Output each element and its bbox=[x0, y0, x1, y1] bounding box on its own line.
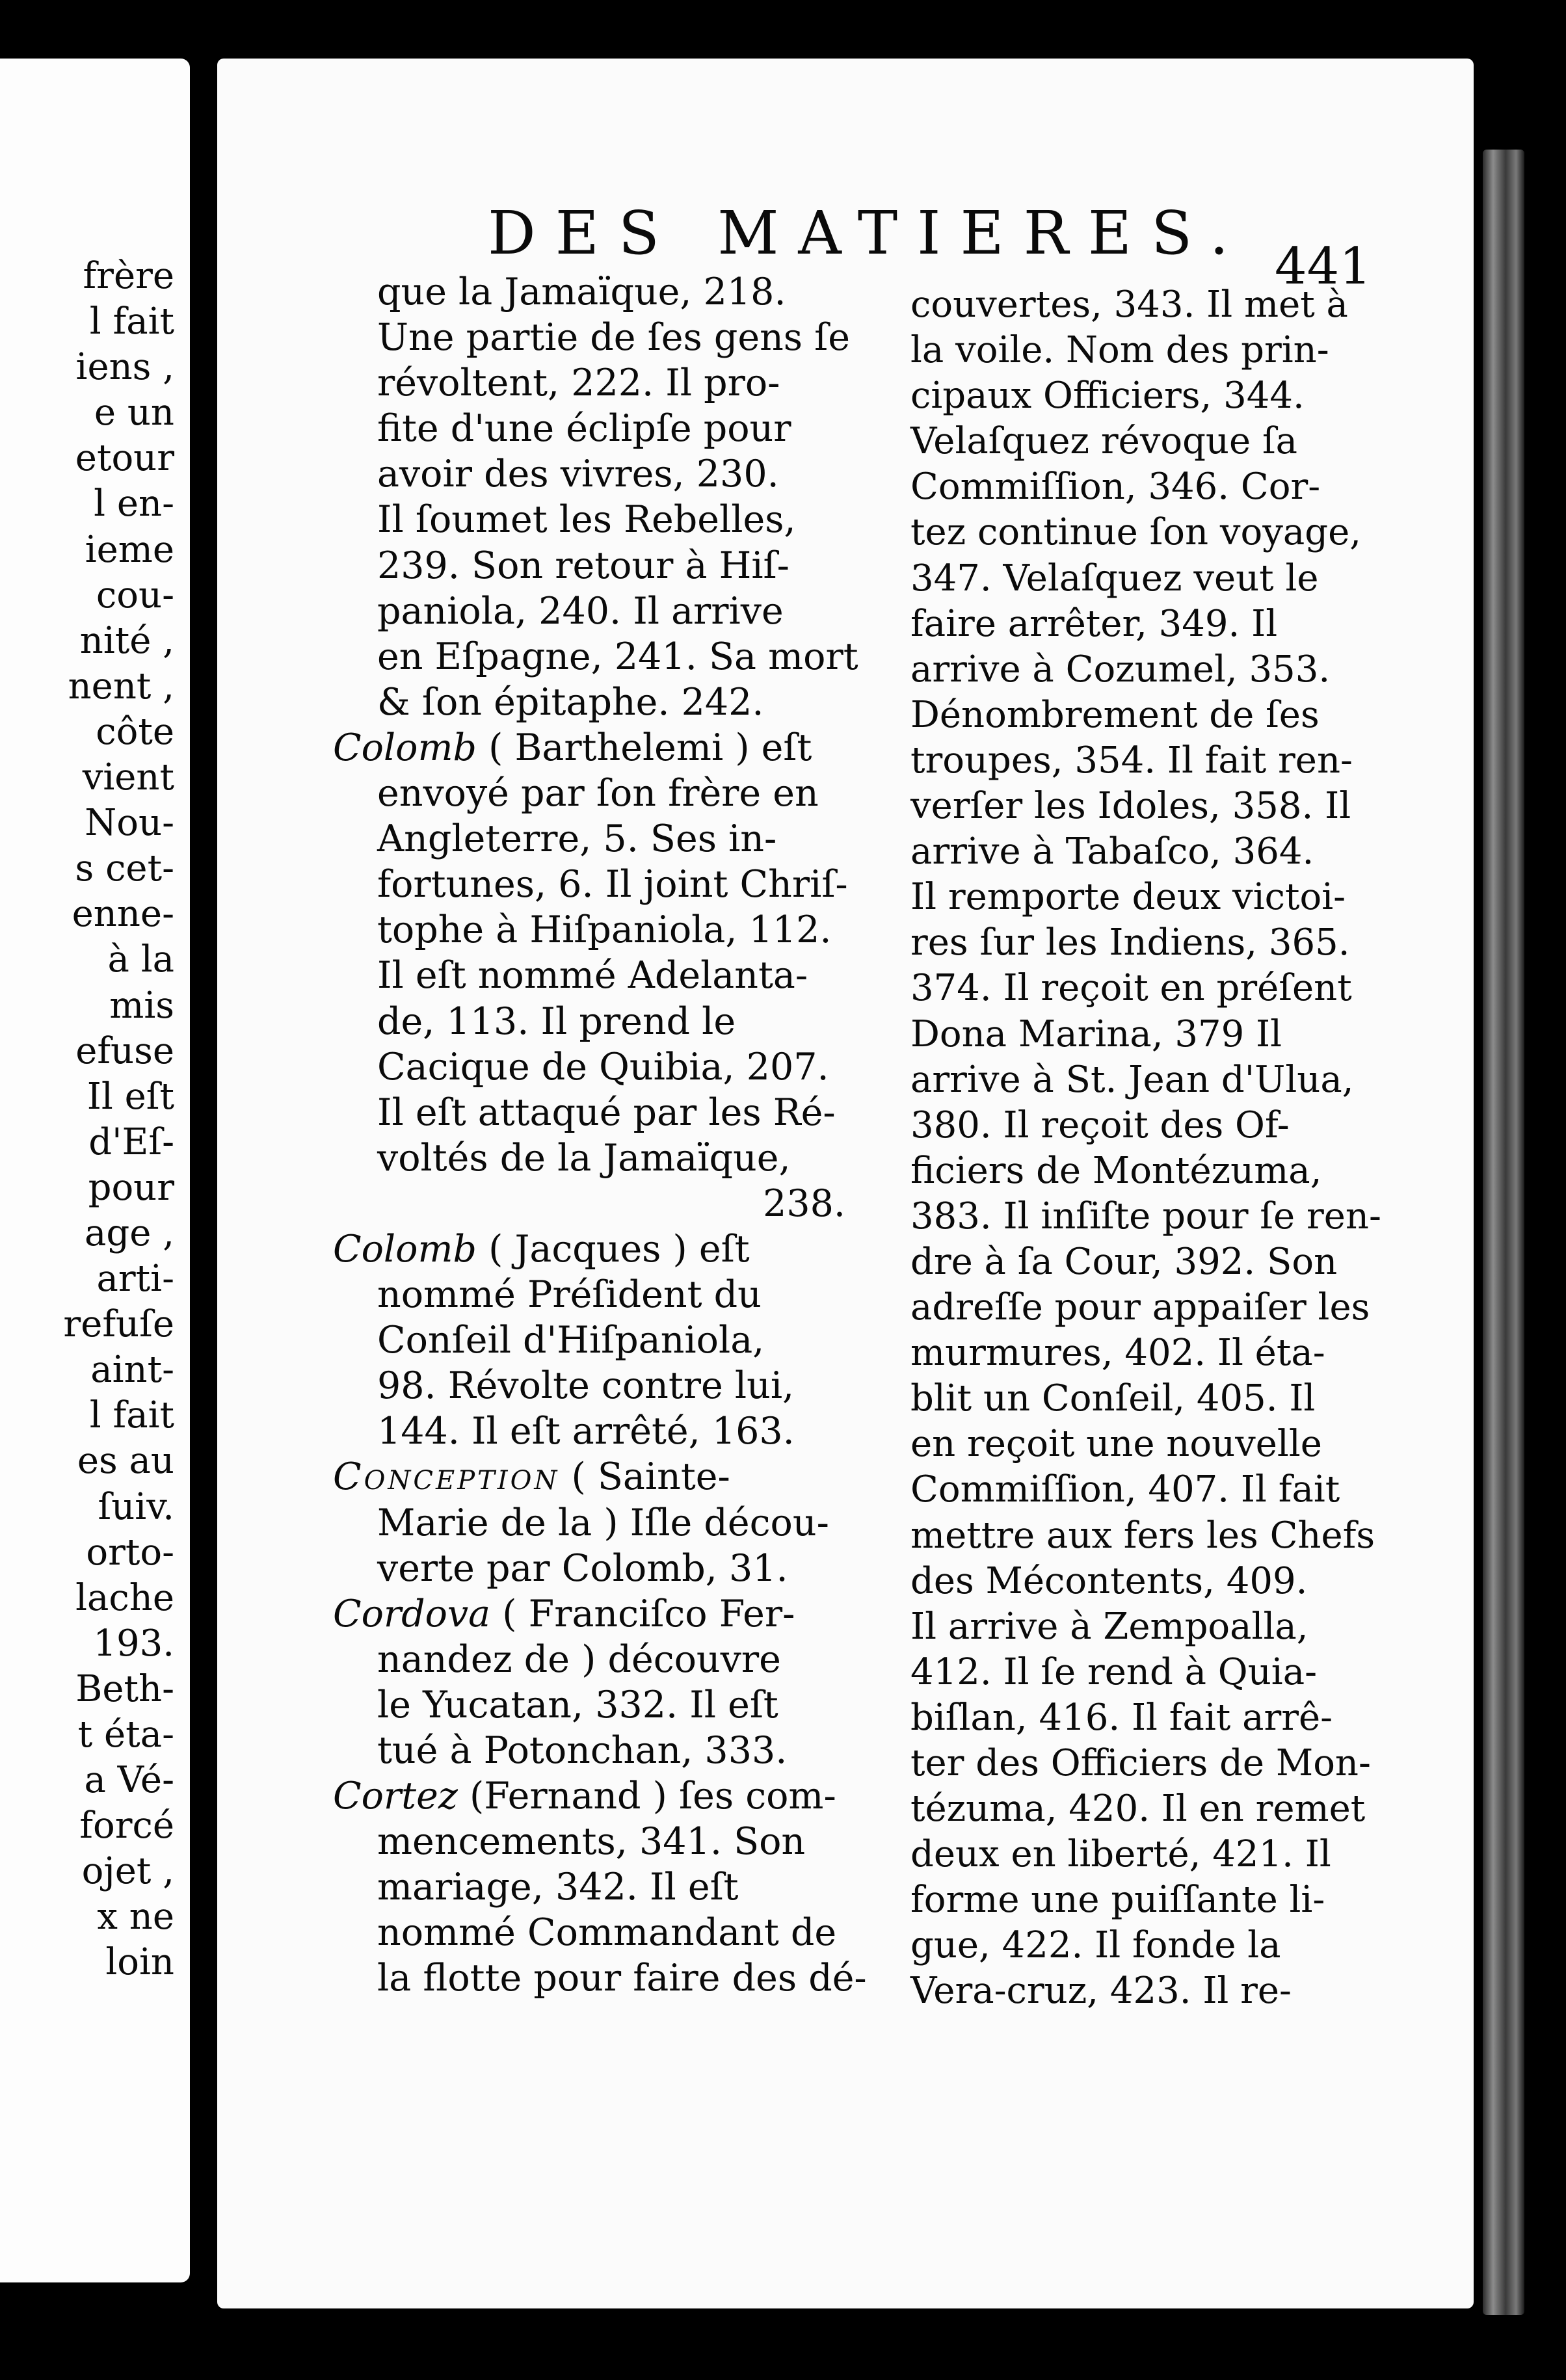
index-line: 412. Il ſe rend à Quia- bbox=[910, 1650, 1317, 1693]
index-line: arrive à St. Jean d'Ulua, bbox=[910, 1058, 1354, 1101]
index-line bbox=[377, 315, 871, 360]
index-line bbox=[377, 1090, 871, 1135]
facing-page-line: ſuiv. bbox=[98, 1485, 174, 1528]
index-line bbox=[377, 816, 871, 862]
index-text: Il ſoumet les Rebelles, bbox=[377, 498, 796, 542]
index-text: tophe à Hiſpaniola, 112. bbox=[377, 908, 832, 952]
index-entry-head bbox=[333, 1773, 871, 1819]
index-line: ter des Officiers de Mon- bbox=[910, 1742, 1371, 1784]
index-text: fortunes, 6. Il joint Chriſ- bbox=[377, 863, 848, 906]
index-line: tézuma, 420. Il en remet bbox=[910, 1788, 1366, 1831]
page-edge bbox=[1483, 150, 1524, 2315]
facing-page-line: nité , bbox=[79, 619, 174, 662]
index-text: de, 113. Il prend le bbox=[377, 999, 736, 1043]
facing-page-line: l fait bbox=[89, 1394, 174, 1437]
index-line: Dona Marina, 379 Il bbox=[910, 1012, 1282, 1055]
index-line bbox=[377, 680, 871, 725]
facing-page-line: arti- bbox=[96, 1258, 174, 1301]
index-line bbox=[377, 907, 871, 953]
index-line bbox=[377, 1955, 871, 2001]
index-text: Il eſt attaqué par les Ré- bbox=[377, 1091, 836, 1134]
index-line: des Mécontents, 409. bbox=[910, 1559, 1308, 1602]
index-headword: Cordova bbox=[333, 1592, 491, 1635]
facing-page-line: iens , bbox=[75, 346, 174, 389]
index-text: que la Jamaïque, 218. bbox=[377, 271, 786, 313]
index-line bbox=[377, 360, 871, 406]
index-entry-head bbox=[333, 1226, 871, 1272]
index-line bbox=[377, 497, 871, 542]
facing-page-fragment bbox=[0, 59, 190, 2282]
index-text: révoltent, 222. Il pro- bbox=[377, 362, 780, 405]
facing-page-line: Beth- bbox=[75, 1667, 174, 1710]
facing-page-line: ieme bbox=[85, 528, 174, 571]
index-text: ( Sainte- bbox=[559, 1455, 730, 1499]
index-line bbox=[377, 1408, 871, 1454]
index-line: forme une puiſſante li- bbox=[910, 1879, 1325, 1922]
index-text: verte par Colomb, 31. bbox=[377, 1546, 788, 1590]
index-line: arrive à Cozumel, 353. bbox=[910, 648, 1331, 691]
index-line: couvertes, 343. Il met à bbox=[910, 284, 1348, 326]
index-text: la flotte pour faire des dé- bbox=[377, 1957, 867, 2000]
index-headword: Colomb bbox=[333, 726, 477, 769]
index-column-right bbox=[910, 282, 1381, 2015]
index-line bbox=[377, 1500, 871, 1546]
index-line bbox=[377, 1363, 871, 1408]
index-line: Commiſſion, 407. Il fait bbox=[910, 1468, 1340, 1511]
facing-page-line: frère bbox=[83, 255, 174, 297]
index-line bbox=[377, 1637, 871, 1682]
facing-page-line: e un bbox=[94, 391, 174, 434]
index-line: adreſſe pour appaiſer les bbox=[910, 1286, 1370, 1329]
index-line bbox=[377, 406, 871, 451]
index-line: mettre aux fers les Chefs bbox=[910, 1514, 1375, 1557]
index-line: tez continue ſon voyage, bbox=[910, 511, 1362, 554]
index-line: Velaſquez révoque ſa bbox=[910, 420, 1298, 463]
index-line: blit un Conſeil, 405. Il bbox=[910, 1377, 1316, 1420]
index-text: en Eſpagne, 241. Sa mort bbox=[377, 635, 858, 678]
facing-page-line: lache bbox=[75, 1576, 174, 1619]
index-text: paniola, 240. Il arrive bbox=[377, 589, 784, 633]
facing-page-line: à la bbox=[107, 938, 174, 981]
facing-page-line: forcé bbox=[79, 1805, 174, 1847]
facing-page-line: Nou- bbox=[85, 802, 174, 845]
facing-page-line: efuse bbox=[75, 1029, 174, 1072]
index-line bbox=[377, 1272, 871, 1317]
index-line bbox=[377, 1546, 871, 1591]
index-line bbox=[377, 862, 871, 907]
facing-page-line: 193. bbox=[93, 1622, 174, 1665]
facing-page-line: es au bbox=[77, 1440, 174, 1483]
index-line: troupes, 354. Il fait ren- bbox=[910, 739, 1353, 782]
facing-page-line: vient bbox=[82, 756, 174, 799]
index-text: mariage, 342. Il eſt bbox=[377, 1866, 739, 1909]
facing-page-line: côte bbox=[96, 710, 174, 753]
index-text: Il eſt nommé Adelanta- bbox=[377, 954, 808, 998]
index-line: 380. Il reçoit des Of- bbox=[910, 1104, 1290, 1146]
index-headword: Conception bbox=[333, 1455, 560, 1499]
facing-page-line: a Vé- bbox=[84, 1759, 174, 1802]
index-text: 238. bbox=[763, 1182, 845, 1225]
index-line bbox=[377, 1910, 871, 1955]
index-text: Conſeil d'Hiſpaniola, bbox=[377, 1319, 765, 1362]
index-line bbox=[377, 1819, 871, 1864]
index-line bbox=[377, 771, 871, 816]
index-line: deux en liberté, 421. Il bbox=[910, 1833, 1331, 1876]
index-text: 239. Son retour à Hiſ- bbox=[377, 544, 790, 587]
index-line: gue, 422. Il fonde la bbox=[910, 1924, 1281, 1967]
facing-page-line: nent , bbox=[68, 665, 174, 707]
index-text: le Yucatan, 332. Il eſt bbox=[377, 1683, 778, 1726]
index-line bbox=[377, 1317, 871, 1363]
index-line: Dénombrement de ſes bbox=[910, 693, 1320, 736]
running-head: DES MATIERES. bbox=[488, 198, 1249, 268]
index-text: Marie de la ) Iſle décou- bbox=[377, 1501, 829, 1544]
facing-page-line: Il eſt bbox=[86, 1075, 174, 1118]
index-line bbox=[377, 269, 871, 315]
facing-page-line: t éta- bbox=[77, 1713, 174, 1756]
index-line: arrive à Tabaſco, 364. bbox=[910, 830, 1314, 873]
facing-page-line: orto- bbox=[86, 1531, 174, 1574]
index-line bbox=[377, 543, 871, 588]
facing-page-line: ojet , bbox=[81, 1850, 174, 1893]
index-line bbox=[377, 634, 871, 680]
index-text: ( Jacques ) eſt bbox=[477, 1227, 750, 1271]
index-line: 347. Velaſquez veut le bbox=[910, 557, 1319, 600]
index-line: res ſur les Indiens, 365. bbox=[910, 921, 1350, 964]
book-gutter bbox=[190, 39, 219, 2380]
index-line: Il arrive à Zempoalla, bbox=[910, 1605, 1308, 1648]
index-line: dre à ſa Cour, 392. Son bbox=[910, 1240, 1338, 1283]
index-text: ( Barthelemi ) eſt bbox=[477, 726, 812, 769]
index-line: cipaux Officiers, 344. bbox=[910, 375, 1305, 417]
index-line bbox=[377, 1728, 871, 1773]
index-text: fite d'une éclipſe pour bbox=[377, 407, 791, 451]
index-line: Vera-cruz, 423. Il re- bbox=[910, 1970, 1292, 2013]
index-line: la voile. Nom des prin- bbox=[910, 329, 1329, 372]
index-entry-head bbox=[333, 1454, 871, 1500]
index-text: voltés de la Jamaïque, bbox=[377, 1136, 791, 1180]
index-entry-head bbox=[333, 725, 871, 771]
index-text: nandez de ) découvre bbox=[377, 1637, 781, 1681]
index-text: Cacique de Quibia, 207. bbox=[377, 1045, 829, 1089]
facing-page-line: pour bbox=[88, 1166, 174, 1209]
facing-page-line: cou- bbox=[96, 574, 174, 616]
index-text: tué à Potonchan, 333. bbox=[377, 1729, 788, 1772]
index-line: Commiſſion, 346. Cor- bbox=[910, 466, 1321, 509]
index-column-left bbox=[333, 269, 871, 2002]
index-text: nommé Commandant de bbox=[377, 1911, 837, 1955]
index-line: biſlan, 416. Il fait arrê- bbox=[910, 1696, 1333, 1739]
index-headword: Cortez bbox=[333, 1775, 458, 1818]
facing-page-line: d'Eſ- bbox=[88, 1120, 174, 1163]
index-line bbox=[377, 1864, 871, 1910]
index-line: verſer les Idoles, 358. Il bbox=[910, 785, 1351, 828]
facing-page-line: x ne bbox=[97, 1896, 174, 1938]
index-line: Il remporte deux victoi- bbox=[910, 876, 1346, 919]
facing-page-line: refuſe bbox=[63, 1303, 174, 1346]
index-text: nommé Préſident du bbox=[377, 1273, 762, 1317]
index-headword: Colomb bbox=[333, 1227, 477, 1271]
index-text: avoir des vivres, 230. bbox=[377, 453, 779, 496]
index-line bbox=[377, 1044, 871, 1090]
index-text: mencements, 341. Son bbox=[377, 1820, 806, 1864]
index-text: envoyé par ſon frère en bbox=[377, 772, 819, 815]
facing-page-line: s cet- bbox=[75, 847, 174, 890]
facing-page-line: l fait bbox=[89, 300, 174, 343]
index-entry-head bbox=[333, 1591, 871, 1637]
index-line bbox=[377, 953, 871, 998]
index-line bbox=[377, 588, 871, 634]
index-line bbox=[377, 1682, 871, 1728]
index-line bbox=[377, 1181, 871, 1226]
index-text: & ſon épitaphe. 242. bbox=[377, 680, 764, 724]
index-text: ( Franciſco Fer- bbox=[490, 1592, 795, 1635]
facing-page-line: l en- bbox=[94, 483, 174, 525]
facing-page-line: etour bbox=[75, 437, 174, 480]
page-number: 441 bbox=[1275, 237, 1372, 296]
index-text: Angleterre, 5. Ses in- bbox=[377, 817, 777, 861]
facing-page-line: aint- bbox=[90, 1349, 174, 1392]
facing-page-line: loin bbox=[105, 1941, 174, 1984]
index-line: ficiers de Montézuma, bbox=[910, 1149, 1322, 1192]
index-line: en reçoit une nouvelle bbox=[910, 1423, 1322, 1466]
index-text: Une partie de ſes gens ſe bbox=[377, 316, 850, 360]
facing-page-text bbox=[0, 254, 174, 1986]
index-line: murmures, 402. Il éta- bbox=[910, 1332, 1325, 1375]
index-line: 374. Il reçoit en préſent bbox=[910, 967, 1352, 1010]
facing-page-line: age , bbox=[85, 1211, 174, 1254]
index-text: (Fernand ) ſes com- bbox=[457, 1775, 836, 1818]
index-text: 98. Révolte contre lui, bbox=[377, 1364, 795, 1408]
facing-page-line: mis bbox=[109, 984, 174, 1027]
index-line bbox=[377, 1135, 871, 1181]
index-line bbox=[377, 451, 871, 497]
index-line: faire arrêter, 349. Il bbox=[910, 602, 1278, 645]
facing-page-line: enne- bbox=[72, 893, 174, 936]
index-text: 144. Il eſt arrêté, 163. bbox=[377, 1410, 795, 1453]
index-line: 383. Il inſiſte pour ſe ren- bbox=[910, 1195, 1381, 1237]
index-line bbox=[377, 999, 871, 1044]
